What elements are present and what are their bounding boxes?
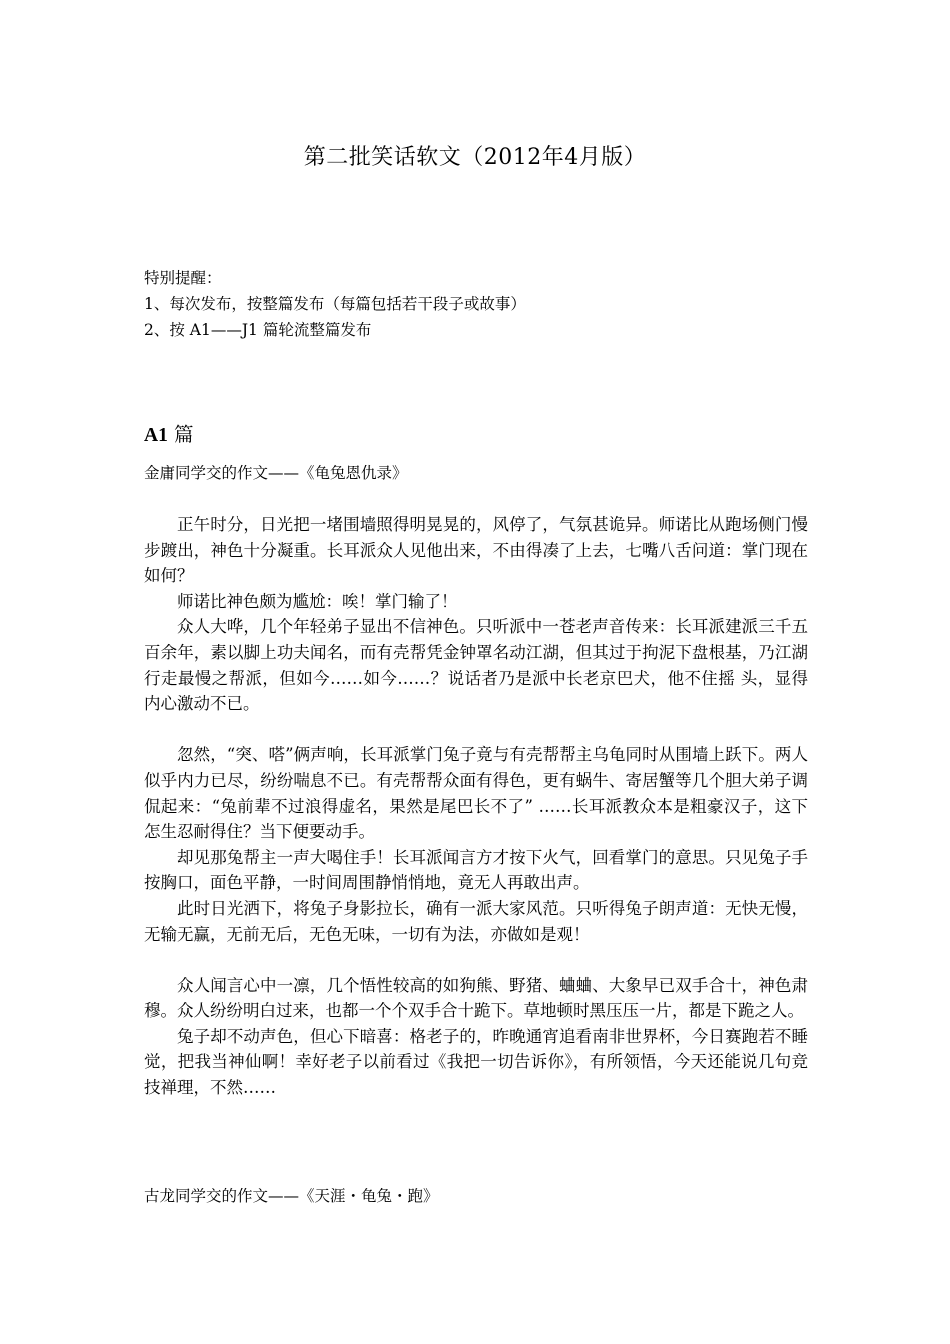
paragraph: 正午时分，日光把一堵围墙照得明晃晃的，风停了，气氛甚诡异。师诺比从跑场侧门慢步踱出，神色十分凝重。长耳派众人见他出来，不由得凑了上去，七嘴八舌问道：掌门现在如何？: [144, 515, 808, 586]
essay-body-jinyong: [144, 512, 808, 1101]
section-heading-a1: [144, 421, 194, 450]
section-label-latin: A1: [144, 425, 168, 446]
paragraph: 忽然，“突、嗒”俩声响，长耳派掌门兔子竟与有壳帮帮主乌龟同时从围墙上跃下。两人似乎内力已尽，纷纷喘息不已。有壳帮帮众面有得色，更有蜗牛、寄居蟹等几个胆大弟子调侃起来：“兔前辈不过浪得虚名，果然是尾巴长不了” ……长耳派教众本是粗豪汉子，这下怎生忍耐得住？当下便要动手。: [144, 745, 808, 842]
notice-item-1: 1、每次发布，按整篇发布（每篇包括若干段子或故事）: [144, 295, 526, 313]
paragraph: 众人大哗，几个年轻弟子显出不信神色。只听派中一苍老声音传来：长耳派建派三千五百余年，素以脚上功夫闻名，而有壳帮凭金钟罩名动江湖，但其过于拘泥下盘根基，乃江湖行走最慢之帮派，但如今……如今……？说话者乃是派中长老京巴犬，他不住摇 头，显得内心激动不已。: [144, 617, 808, 714]
paragraph: 众人闻言心中一凛，几个悟性较高的如狗熊、野猪、蛐蛐、大象早已双手合十，神色肃穆。众人纷纷明白过来，也都一个个双手合十跪下。草地顿时黑压压一片，都是下跪之人。: [144, 975, 808, 1021]
paragraph: 此时日光洒下，将兔子身影拉长，确有一派大家风范。只听得兔子朗声道：无快无慢，无输无赢，无前无后，无色无味，一切有为法，亦做如是观！: [144, 898, 808, 944]
section-label-cn: 篇: [167, 423, 194, 446]
essay-title-jinyong: 金庸同学交的作文——《龟兔恩仇录》: [144, 464, 408, 482]
essay-title-gulong: 古龙同学交的作文——《天涯・龟兔・跑》: [144, 1187, 439, 1205]
document-title: 第二批笑话软文（2012年4月版）: [303, 145, 647, 170]
notice-heading: 特别提醒：: [144, 269, 222, 287]
paragraph: 却见那兔帮主一声大喝住手！长耳派闻言方才按下火气，回看掌门的意思。只见兔子手按胸口，面色平静，一时间周围静悄悄地，竟无人再敢出声。: [144, 847, 808, 893]
paragraph: 师诺比神色颇为尴尬：唉！掌门输了！: [177, 591, 458, 611]
special-notice: [144, 265, 824, 343]
paragraph: 兔子却不动声色，但心下暗喜：格老子的，昨晚通宵追看南非世界杯，今日赛跑若不睡觉，把我当神仙啊！幸好老子以前看过《我把一切告诉你》，有所领悟，今天还能说几句竞技禅理，不然……: [144, 1026, 808, 1098]
notice-item-2: 2、按 A1——J1 篇轮流整篇发布: [144, 321, 372, 339]
